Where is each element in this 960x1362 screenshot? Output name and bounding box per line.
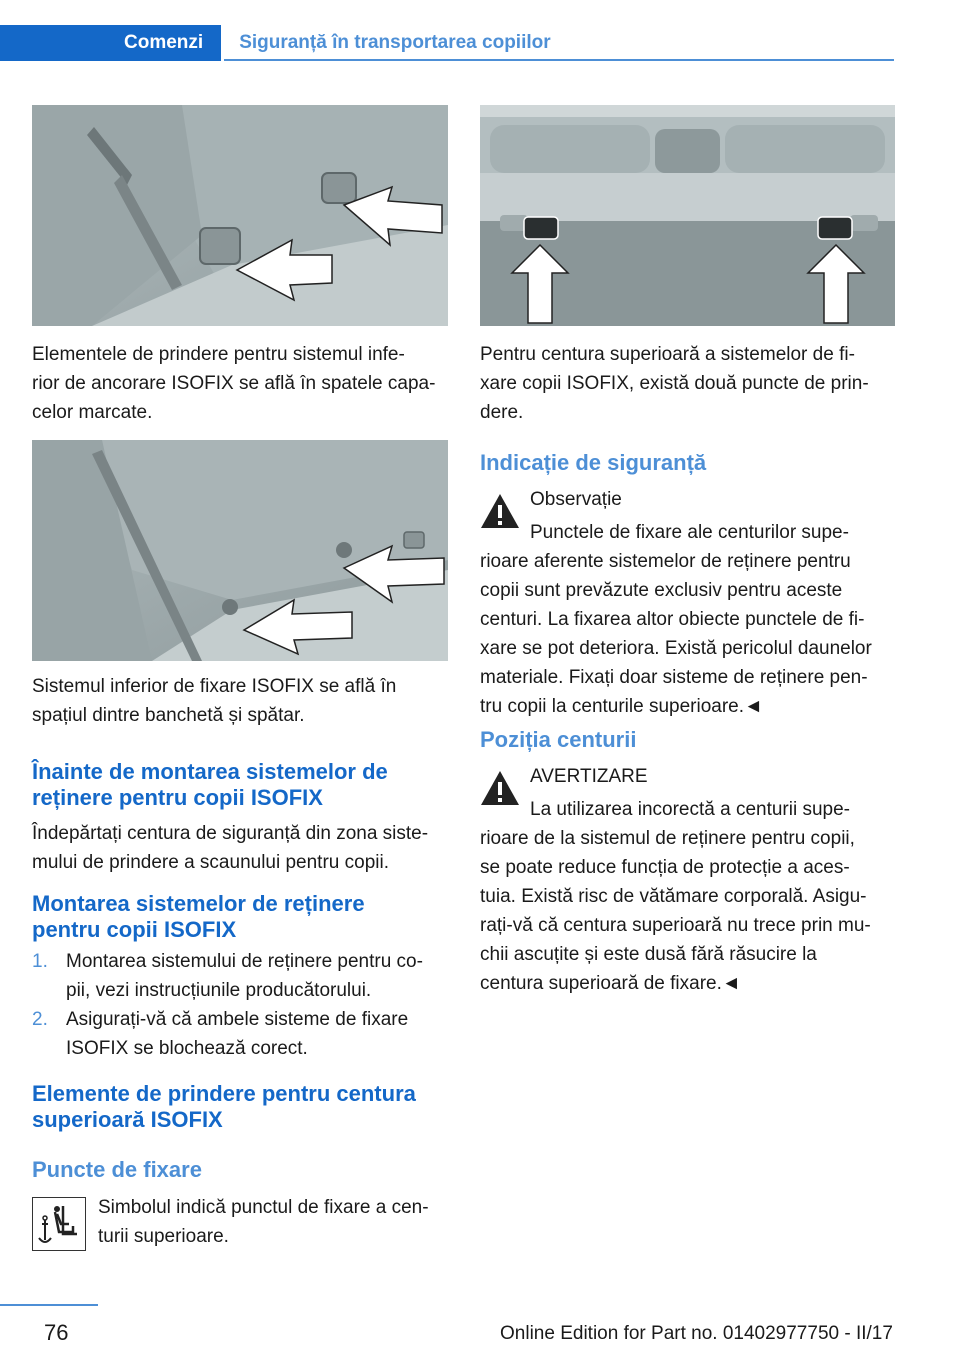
child-seat-anchor-icon [32,1197,86,1251]
heading-line: pentru copii ISOFIX [32,917,237,942]
text-line: copii sunt prevăzute exclusiv pentru aceste [480,580,843,601]
warning-text [480,824,900,998]
photo-seat-anchors [32,105,448,326]
page-number: 76 [44,1320,69,1345]
caption-top-tether [480,340,900,427]
caption-anchors [32,340,452,427]
tab-chapter[interactable]: Siguranță în transportarea copiilor [239,32,551,53]
text-before-mounting [32,819,452,877]
text-line: mului de prindere a scaunului pentru copii. [32,852,389,873]
warning-first-line: La utilizarea incorectă a centurii supe- [530,799,851,820]
heading-top-tether [32,1081,452,1133]
tab-section[interactable]: Comenzi [0,25,221,61]
caption-line: dere. [480,402,524,423]
heading-line: reținere pentru copii ISOFIX [32,785,323,810]
subheading-anchor-points: Puncte de fixare [32,1157,202,1182]
text-line: centura superioară de fixare.◄ [480,973,741,994]
list-number: 1. [32,951,48,972]
text-line: rioare de la sistemul de reținere pentru copii, [480,828,855,849]
caption-line: Sistemul inferior de fixare ISOFIX se află în [32,676,397,697]
text-line: tuia. Există risc de vătămare corporală. Asigu- [480,886,867,907]
warning-triangle-icon [480,770,520,806]
photo-seat-gap [32,440,448,661]
heading-line: superioară ISOFIX [32,1107,223,1132]
text-line: Simbolul indică punctul de fixare a cen- [98,1197,429,1218]
warning-label: AVERTIZARE [530,766,648,787]
heading-mounting [32,891,452,943]
notice-label: Observație [530,489,622,510]
list-line: Asigurați-vă că ambele sisteme de fixare [66,1009,409,1030]
heading-belt-position: Poziția centurii [480,727,637,752]
warning-triangle-icon [480,493,520,529]
list-number: 2. [32,1009,48,1030]
footer-edition: Online Edition for Part no. 01402977750 - II/17 [500,1323,893,1344]
heading-line: Montarea sistemelor de reținere [32,891,365,916]
text-line: materiale. Fixați doar sisteme de reținere pen- [480,667,868,688]
caption-line: Elementele de prindere pentru sistemul infe- [32,344,405,365]
list-line: Montarea sistemului de reținere pentru co- [66,951,423,972]
text-line: chii ascuțite și este dusă fără răsucire la [480,944,817,965]
text-line: rioare aferente sistemelor de reținere pentru [480,551,851,572]
footer-divider [0,1304,98,1306]
text-line: centuri. La fixarea altor obiecte punctele de fi- [480,609,865,630]
list-line: ISOFIX se blochează corect. [66,1038,308,1059]
notice-first-line: Punctele de fixare ale centurilor supe- [530,522,849,543]
header-divider [224,59,894,61]
photo-top-tether-points [480,105,895,326]
heading-before-mounting [32,759,452,811]
symbol-description [98,1193,450,1251]
heading-line: Elemente de prindere pentru centura [32,1081,416,1106]
caption-line: rior de ancorare ISOFIX se află în spatele capa- [32,373,436,394]
header-tabs [0,25,569,61]
list-line: pii, vezi instrucțiunile producătorului. [66,980,372,1001]
text-line: xare se pot deteriora. Există pericolul daunelor [480,638,872,659]
text-line: Îndepărtați centura de siguranță din zona siste- [32,823,429,844]
text-line: turii superioare. [98,1226,229,1247]
text-line: tru copii la centurile superioare.◄ [480,696,763,717]
caption-line: spațiul dintre banchetă și spătar. [32,705,305,726]
caption-line: xare copii ISOFIX, există două puncte de prin- [480,373,869,394]
text-line: se poate reduce funcția de protecție a aces- [480,857,850,878]
notice-text [480,547,900,721]
caption-line: Pentru centura superioară a sistemelor de fi- [480,344,855,365]
caption-gap [32,672,452,730]
text-line: rați-vă că centura superioară nu trece prin mu- [480,915,871,936]
heading-line: Înainte de montarea sistemelor de [32,759,388,784]
caption-line: celor marcate. [32,402,153,423]
heading-safety-note: Indicație de siguranță [480,450,707,475]
